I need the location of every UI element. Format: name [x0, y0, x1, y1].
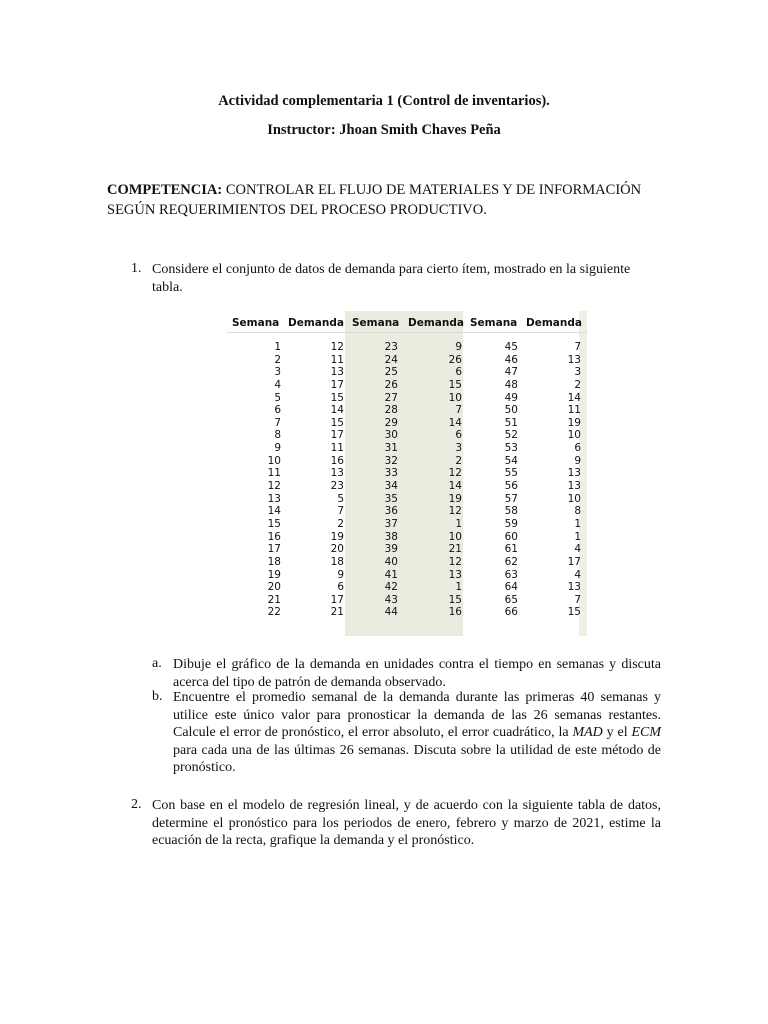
subitem-a-label: a.: [152, 656, 162, 671]
table-cell: 18: [330, 555, 344, 568]
table-header-semana-2: Semana: [352, 317, 400, 329]
table-cell: 45: [504, 341, 518, 353]
table-cell: 13: [567, 480, 581, 493]
table-cell: 6: [455, 429, 462, 442]
table-cell: 20: [330, 543, 344, 556]
table-cell: 13: [330, 467, 344, 480]
table-column-demanda-2: [405, 341, 462, 619]
table-cell: 31: [384, 442, 398, 455]
table-header-demanda-3: Demanda: [526, 317, 582, 329]
ecm-term: ECM: [631, 725, 661, 740]
table-cell: 20: [267, 581, 281, 594]
table-cell: 6: [455, 366, 462, 379]
mad-term: MAD: [572, 725, 603, 740]
table-cell: 9: [574, 454, 581, 467]
table-cell: 4: [574, 543, 581, 556]
table-cell: 9: [274, 442, 281, 455]
table-cell: 15: [448, 378, 462, 391]
table-cell: 49: [504, 391, 518, 404]
table-cell: 14: [448, 480, 462, 493]
table-cell: 15: [330, 391, 344, 404]
table-cell: 1: [574, 517, 581, 530]
table-cell: 13: [567, 353, 581, 366]
table-cell: 13: [267, 492, 281, 505]
table-cell: 60: [504, 530, 518, 543]
table-cell: 6: [337, 581, 344, 594]
table-cell: 10: [567, 429, 581, 442]
table-cell: 24: [384, 353, 398, 366]
table-cell: 10: [448, 391, 462, 404]
table-cell: 55: [504, 467, 518, 480]
table-cell: 3: [574, 366, 581, 379]
table-cell: 44: [384, 606, 398, 619]
table-cell: 66: [504, 606, 518, 619]
table-cell: 6: [574, 442, 581, 455]
competencia-paragraph: [107, 180, 667, 220]
table-cell: 3: [274, 366, 281, 379]
table-cell: 13: [567, 467, 581, 480]
subitem-b-text-part: para cada una de las últimas 26 semanas. Discuta sobre la utilidad de este método de pronóstico.: [173, 742, 661, 775]
table-cell: 62: [504, 555, 518, 568]
table-cell: 43: [384, 593, 398, 606]
table-cell: 12: [448, 505, 462, 518]
table-cell: 8: [574, 505, 581, 518]
table-cell: 34: [384, 480, 398, 493]
table-cell: 16: [448, 606, 462, 619]
table-cell: 2: [337, 517, 344, 530]
table-cell: 26: [384, 378, 398, 391]
table-cell: 56: [504, 480, 518, 493]
table-cell: 6: [274, 404, 281, 417]
competencia-label: COMPETENCIA:: [107, 182, 223, 198]
table-cell: 48: [504, 378, 518, 391]
table-cell: 7: [274, 416, 281, 429]
table-cell: 9: [455, 341, 462, 353]
document-title: Actividad complementaria 1 (Control de inventarios).: [218, 93, 550, 109]
table-cell: 42: [384, 581, 398, 594]
table-cell: 29: [384, 416, 398, 429]
question-2-number: 2.: [131, 797, 142, 812]
table-cell: 21: [267, 593, 281, 606]
table-cell: 57: [504, 492, 518, 505]
table-cell: 28: [384, 404, 398, 417]
table-cell: 2: [274, 353, 281, 366]
table-cell: 19: [567, 416, 581, 429]
subitem-b-text: [173, 689, 661, 777]
table-cell: 7: [455, 404, 462, 417]
table-cell: 47: [504, 366, 518, 379]
table-cell: 19: [330, 530, 344, 543]
subitem-b-text-part: Encuentre el promedio semanal de la demanda durante las primeras 40 semanas y utilice este único valor para pronosticar la demanda de las 26 semanas restantes. Calcule el error de pronóstico, el error absoluto, el error cuadrático, la: [173, 690, 661, 740]
table-cell: 11: [330, 353, 344, 366]
table-cell: 22: [267, 606, 281, 619]
table-cell: 17: [330, 429, 344, 442]
table-cell: 19: [267, 568, 281, 581]
table-cell: 21: [330, 606, 344, 619]
table-cell: 12: [267, 480, 281, 493]
table-cell: 33: [384, 467, 398, 480]
table-cell: 16: [267, 530, 281, 543]
table-cell: 12: [330, 341, 344, 353]
table-cell: 52: [504, 429, 518, 442]
table-cell: 58: [504, 505, 518, 518]
table-cell: 15: [330, 416, 344, 429]
table-cell: 59: [504, 517, 518, 530]
table-cell: 2: [455, 454, 462, 467]
table-cell: 2: [574, 378, 581, 391]
table-cell: 40: [384, 555, 398, 568]
table-cell: 1: [574, 530, 581, 543]
table-cell: 12: [448, 555, 462, 568]
table-cell: 61: [504, 543, 518, 556]
instructor-line: Instructor: Jhoan Smith Chaves Peña: [267, 122, 501, 138]
table-cell: 54: [504, 454, 518, 467]
table-cell: 11: [567, 404, 581, 417]
table-cell: 13: [448, 568, 462, 581]
table-cell: 7: [337, 505, 344, 518]
table-cell: 32: [384, 454, 398, 467]
table-cell: 41: [384, 568, 398, 581]
table-cell: 14: [330, 404, 344, 417]
table-cell: 12: [448, 467, 462, 480]
table-cell: 10: [448, 530, 462, 543]
table-cell: 13: [567, 581, 581, 594]
table-cell: 10: [567, 492, 581, 505]
table-cell: 1: [274, 341, 281, 353]
table-cell: 51: [504, 416, 518, 429]
subitem-b-label: b.: [152, 689, 163, 704]
table-cell: 15: [567, 606, 581, 619]
table-cell: 25: [384, 366, 398, 379]
table-column-semana-3: [463, 341, 518, 619]
question-1-number: 1.: [131, 261, 142, 276]
table-cell: 10: [267, 454, 281, 467]
table-cell: 23: [384, 341, 398, 353]
table-cell: 1: [455, 581, 462, 594]
table-cell: 14: [567, 391, 581, 404]
table-cell: 7: [574, 341, 581, 353]
question-2-text: Con base en el modelo de regresión lineal, y de acuerdo con la siguiente tabla de datos, determine el pronóstico para los periodos de enero, febrero y marzo de 2021, estime la ecuación de la recta, grafique la demanda y el pronóstico.: [152, 798, 661, 848]
table-cell: 15: [448, 593, 462, 606]
table-cell: 35: [384, 492, 398, 505]
table-header-semana-3: Semana: [470, 317, 518, 329]
table-cell: 17: [330, 378, 344, 391]
table-cell: 30: [384, 429, 398, 442]
table-column-demanda-3: [522, 341, 581, 619]
table-cell: 39: [384, 543, 398, 556]
table-cell: 9: [337, 568, 344, 581]
table-header-demanda-2: Demanda: [408, 317, 464, 329]
demand-data-table: [227, 311, 587, 636]
table-cell: 15: [267, 517, 281, 530]
table-cell: 17: [267, 543, 281, 556]
table-cell: 3: [455, 442, 462, 455]
question-1-text: Considere el conjunto de datos de demanda para cierto ítem, mostrado en la siguiente tabla.: [152, 262, 631, 295]
table-column-semana-1: [227, 341, 281, 619]
table-cell: 27: [384, 391, 398, 404]
table-cell: 19: [448, 492, 462, 505]
subitem-a-text: Dibuje el gráfico de la demanda en unidades contra el tiempo en semanas y discuta acerca del tipo de patrón de demanda observado.: [173, 657, 661, 690]
table-cell: 53: [504, 442, 518, 455]
table-cell: 18: [267, 555, 281, 568]
table-cell: 4: [274, 378, 281, 391]
table-cell: 21: [448, 543, 462, 556]
table-cell: 17: [567, 555, 581, 568]
table-cell: 65: [504, 593, 518, 606]
table-header-rule: [227, 332, 587, 333]
table-cell: 37: [384, 517, 398, 530]
table-cell: 11: [330, 442, 344, 455]
table-cell: 14: [267, 505, 281, 518]
subitem-b-text-part: y el: [602, 725, 632, 740]
table-cell: 8: [274, 429, 281, 442]
competencia-text: CONTROLAR EL FLUJO DE MATERIALES Y DE INFORMACIÓN SEGÚN REQUERIMIENTOS DEL PROCESO PRODUCTIVO.: [107, 182, 642, 218]
table-cell: 63: [504, 568, 518, 581]
table-cell: 23: [330, 480, 344, 493]
table-column-demanda-1: [287, 341, 344, 619]
table-cell: 14: [448, 416, 462, 429]
table-cell: 7: [574, 593, 581, 606]
table-cell: 13: [330, 366, 344, 379]
table-cell: 36: [384, 505, 398, 518]
table-cell: 38: [384, 530, 398, 543]
table-cell: 26: [448, 353, 462, 366]
table-header-semana-1: Semana: [232, 317, 280, 329]
table-cell: 11: [267, 467, 281, 480]
table-cell: 5: [274, 391, 281, 404]
table-cell: 64: [504, 581, 518, 594]
table-header-demanda-1: Demanda: [288, 317, 344, 329]
table-cell: 1: [455, 517, 462, 530]
table-column-semana-2: [345, 341, 398, 619]
table-cell: 4: [574, 568, 581, 581]
table-cell: 46: [504, 353, 518, 366]
table-cell: 17: [330, 593, 344, 606]
table-cell: 16: [330, 454, 344, 467]
table-cell: 5: [337, 492, 344, 505]
table-cell: 50: [504, 404, 518, 417]
